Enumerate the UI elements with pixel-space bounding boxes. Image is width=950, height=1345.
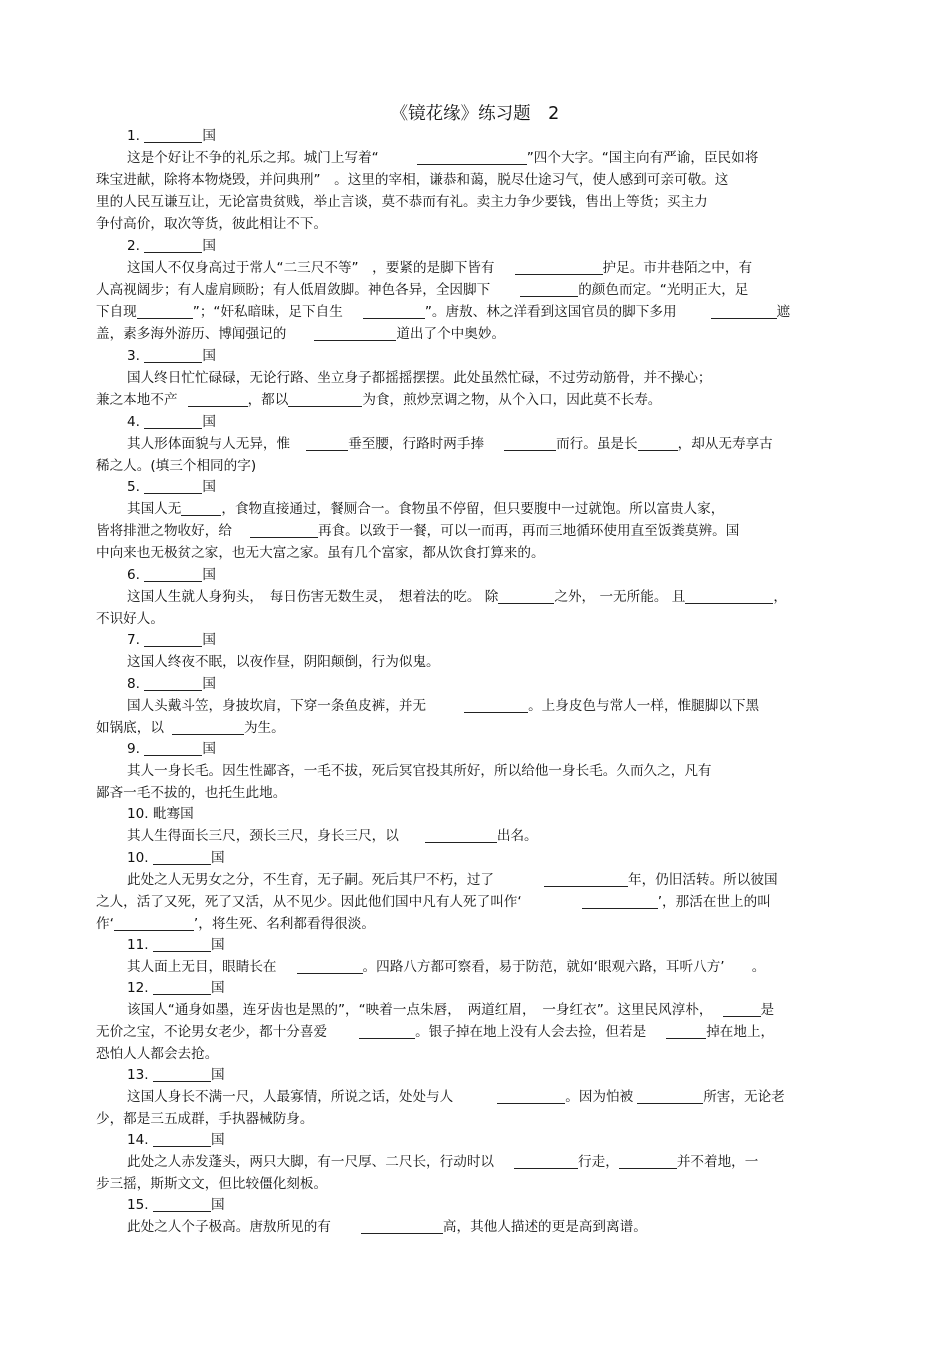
answer-blank[interactable] [144, 126, 202, 143]
q13-line: 少，都是三五成群，手执器械防身。 [96, 1111, 314, 1127]
q5-line: 中向来也无极贫之家，也无大富之家。虽有几个富家，都从饮食打算来的。 [96, 545, 545, 561]
answer-blank[interactable] [297, 957, 363, 974]
answer-blank[interactable] [114, 914, 194, 931]
q5-header: 5. 国 [127, 479, 216, 495]
answer-blank[interactable] [520, 280, 578, 297]
answer-blank[interactable] [464, 696, 528, 713]
q13-header: 13. 国 [127, 1067, 225, 1083]
answer-blank[interactable] [497, 1087, 565, 1104]
q8-line: 如锅底，以 为生。 [96, 720, 285, 736]
answer-blank[interactable] [417, 148, 527, 165]
q4-line: 稀之人。(填三个相同的字) [96, 458, 257, 474]
q2-line: 盖，素多海外游历、博闻强记的 道出了个中奥妙。 [96, 326, 506, 342]
answer-blank[interactable] [544, 870, 628, 887]
q5-line: 皆将排泄之物收好，给 再食。以致于一餐，可以一而再，再而三地循环使用直至饭粪莫辨。国 [96, 523, 740, 539]
q10b-line: 此处之人无男女之分，不生育，无子嗣。死后其尸不朽，过了 年，仍旧活转。所以彼国 [127, 872, 778, 888]
page-title: 《镜花缘》练习题 2 [390, 104, 560, 124]
answer-blank[interactable] [361, 1217, 443, 1234]
answer-blank[interactable] [153, 978, 211, 995]
q15-line: 此处之人个子极高。唐敖所见的有 高，其他人描述的更是高到离谱。 [127, 1219, 647, 1235]
answer-blank[interactable] [153, 1065, 211, 1082]
q12-line: 该国人“通身如墨，连牙齿也是黑的”，“映着一点朱唇， 两道红眉， 一身红衣”。这里民风淳朴， 是 [127, 1002, 775, 1018]
answer-blank[interactable] [144, 412, 202, 429]
q7-header: 7. 国 [127, 632, 216, 648]
q1-line: 这是个好让不争的礼乐之邦。城门上写着“ ”四个大字。“国主向有严谕，臣民如将 [127, 150, 759, 166]
answer-blank[interactable] [685, 587, 773, 604]
answer-blank[interactable] [638, 434, 678, 451]
q10a-header: 10. 毗骞国 [127, 806, 194, 822]
answer-blank[interactable] [153, 935, 211, 952]
answer-blank[interactable] [723, 1000, 761, 1017]
q9-line: 鄙吝一毛不拔的，也托生此地。 [96, 785, 287, 801]
answer-blank[interactable] [619, 1152, 677, 1169]
q12-header: 12. 国 [127, 980, 225, 996]
answer-blank[interactable] [306, 434, 348, 451]
q3-line: 国人终日忙忙碌碌，无论行路、坐立身子都摇摇摆摆。此处虽然忙碌，不过劳动筋骨，并不操心； [127, 370, 712, 386]
q11-line: 其人面上无目，眼睛长在 。四路八方都可察看，易于防范，就如‘眼观六路，耳听八方’ 。 [127, 959, 766, 975]
answer-blank[interactable] [181, 499, 221, 516]
q6-line: 不识好人。 [96, 611, 164, 627]
q9-line: 其人一身长毛。因生性鄙吝，一毛不拔，死后冥官投其所好，所以给他一身长毛。久而久之，凡有 [127, 763, 712, 779]
q1-line: 争付高价，取次等货，彼此相让不下。 [96, 216, 328, 232]
q15-header: 15. 国 [127, 1197, 225, 1213]
q7-line: 这国人终夜不眠，以夜作昼，阴阳颠倒，行为似鬼。 [127, 654, 440, 670]
answer-blank[interactable] [144, 630, 202, 647]
answer-blank[interactable] [144, 236, 202, 253]
q10b-line: 作‘ ’，将生死、名利都看得很淡。 [96, 916, 375, 932]
answer-blank[interactable] [514, 1152, 578, 1169]
q6-header: 6. 国 [127, 567, 216, 583]
answer-blank[interactable] [153, 1195, 211, 1212]
answer-blank[interactable] [153, 1130, 211, 1147]
answer-blank[interactable] [144, 739, 202, 756]
answer-blank[interactable] [515, 258, 603, 275]
q2-line: 这国人不仅身高过于常人“二三尺不等” ，要紧的是脚下皆有 护足。市井巷陌之中，有 [127, 260, 753, 276]
q14-line: 此处之人赤发蓬头，两只大脚，有一尺厚、二尺长，行动时以 行走， 并不着地，一 [127, 1154, 759, 1170]
answer-blank[interactable] [172, 718, 244, 735]
q3-line: 兼之本地不产 ，都以 为食，煎炒烹调之物，从个入口，因此莫不长寿。 [96, 392, 662, 408]
q11-header: 11. 国 [127, 937, 225, 953]
q1-header: 1. 国 [127, 128, 216, 144]
answer-blank[interactable] [144, 674, 202, 691]
answer-blank[interactable] [137, 302, 193, 319]
answer-blank[interactable] [504, 434, 556, 451]
q10b-header: 10. 国 [127, 850, 225, 866]
q2-header: 2. 国 [127, 238, 216, 254]
q14-header: 14. 国 [127, 1132, 225, 1148]
answer-blank[interactable] [144, 565, 202, 582]
q1-line: 珠宝进献，除将本物烧毁，并问典刑” 。这里的宰相，谦恭和蔼，脱尽仕途习气，使人感到可亲可敬。这 [96, 172, 729, 188]
answer-blank[interactable] [288, 390, 362, 407]
answer-blank[interactable] [666, 1022, 706, 1039]
q4-line: 其人形体面貌与人无异，惟 垂至腰，行路时两手捧 而行。虽是长 ，却从无寿享古 [127, 436, 773, 452]
q10a-line: 其人生得面长三尺，颈长三尺，身长三尺，以 出名。 [127, 828, 538, 844]
q2-line: 人高视阔步；有人虚肩顾盼；有人低眉敛脚。神色各异，全因脚下 的颜色而定。“光明正大，足 [96, 282, 749, 298]
q5-line: 其国人无 ，食物直接通过，餐厕合一。食物虽不停留，但只要腹中一过就饱。所以富贵人家， [127, 501, 725, 517]
q12-line: 恐怕人人都会去抢。 [96, 1046, 219, 1062]
answer-blank[interactable] [250, 521, 318, 538]
answer-blank[interactable] [314, 324, 396, 341]
answer-blank[interactable] [144, 477, 202, 494]
q6-line: 这国人生就人身狗头， 每日伤害无数生灵， 想着法的吃。 除 之外， 一无所能。 且 ， [127, 589, 787, 605]
q4-header: 4. 国 [127, 414, 216, 430]
answer-blank[interactable] [153, 848, 211, 865]
answer-blank[interactable] [144, 346, 202, 363]
q14-line: 步三摇，斯斯文文，但比较僵化刻板。 [96, 1176, 328, 1192]
answer-blank[interactable] [363, 302, 425, 319]
answer-blank[interactable] [498, 587, 554, 604]
q13-line: 这国人身长不满一尺，人最寡情，所说之话，处处与人 。因为怕被 所害，无论老 [127, 1089, 785, 1105]
q3-header: 3. 国 [127, 348, 216, 364]
answer-blank[interactable] [359, 1022, 415, 1039]
q10b-line: 之人，活了又死，死了又活，从不见少。因此他们国中凡有人死了叫作‘ ’，那活在世上的叫 [96, 894, 771, 910]
q9-header: 9. 国 [127, 741, 216, 757]
answer-blank[interactable] [582, 892, 658, 909]
answer-blank[interactable] [425, 826, 497, 843]
answer-blank[interactable] [637, 1087, 703, 1104]
answer-blank[interactable] [188, 390, 248, 407]
q1-line: 里的人民互谦互让，无论富贵贫贱，举止言谈，莫不恭而有礼。卖主力争少要钱，售出上等货；买主力 [96, 194, 708, 210]
q12-line: 无价之宝，不论男女老少，都十分喜爱 。银子掉在地上没有人会去捡，但若是 掉在地上， [96, 1024, 775, 1040]
q8-line: 国人头戴斗笠，身披坎肩，下穿一条鱼皮裤，并无 。上身皮色与常人一样，惟腿脚以下黑 [127, 698, 760, 714]
q8-header: 8. 国 [127, 676, 216, 692]
q2-line: 下自现 ”；“奸私暗昧，足下自生 ”。唐敖、林之洋看到这国官员的脚下多用 遮 [96, 304, 791, 320]
answer-blank[interactable] [711, 302, 777, 319]
